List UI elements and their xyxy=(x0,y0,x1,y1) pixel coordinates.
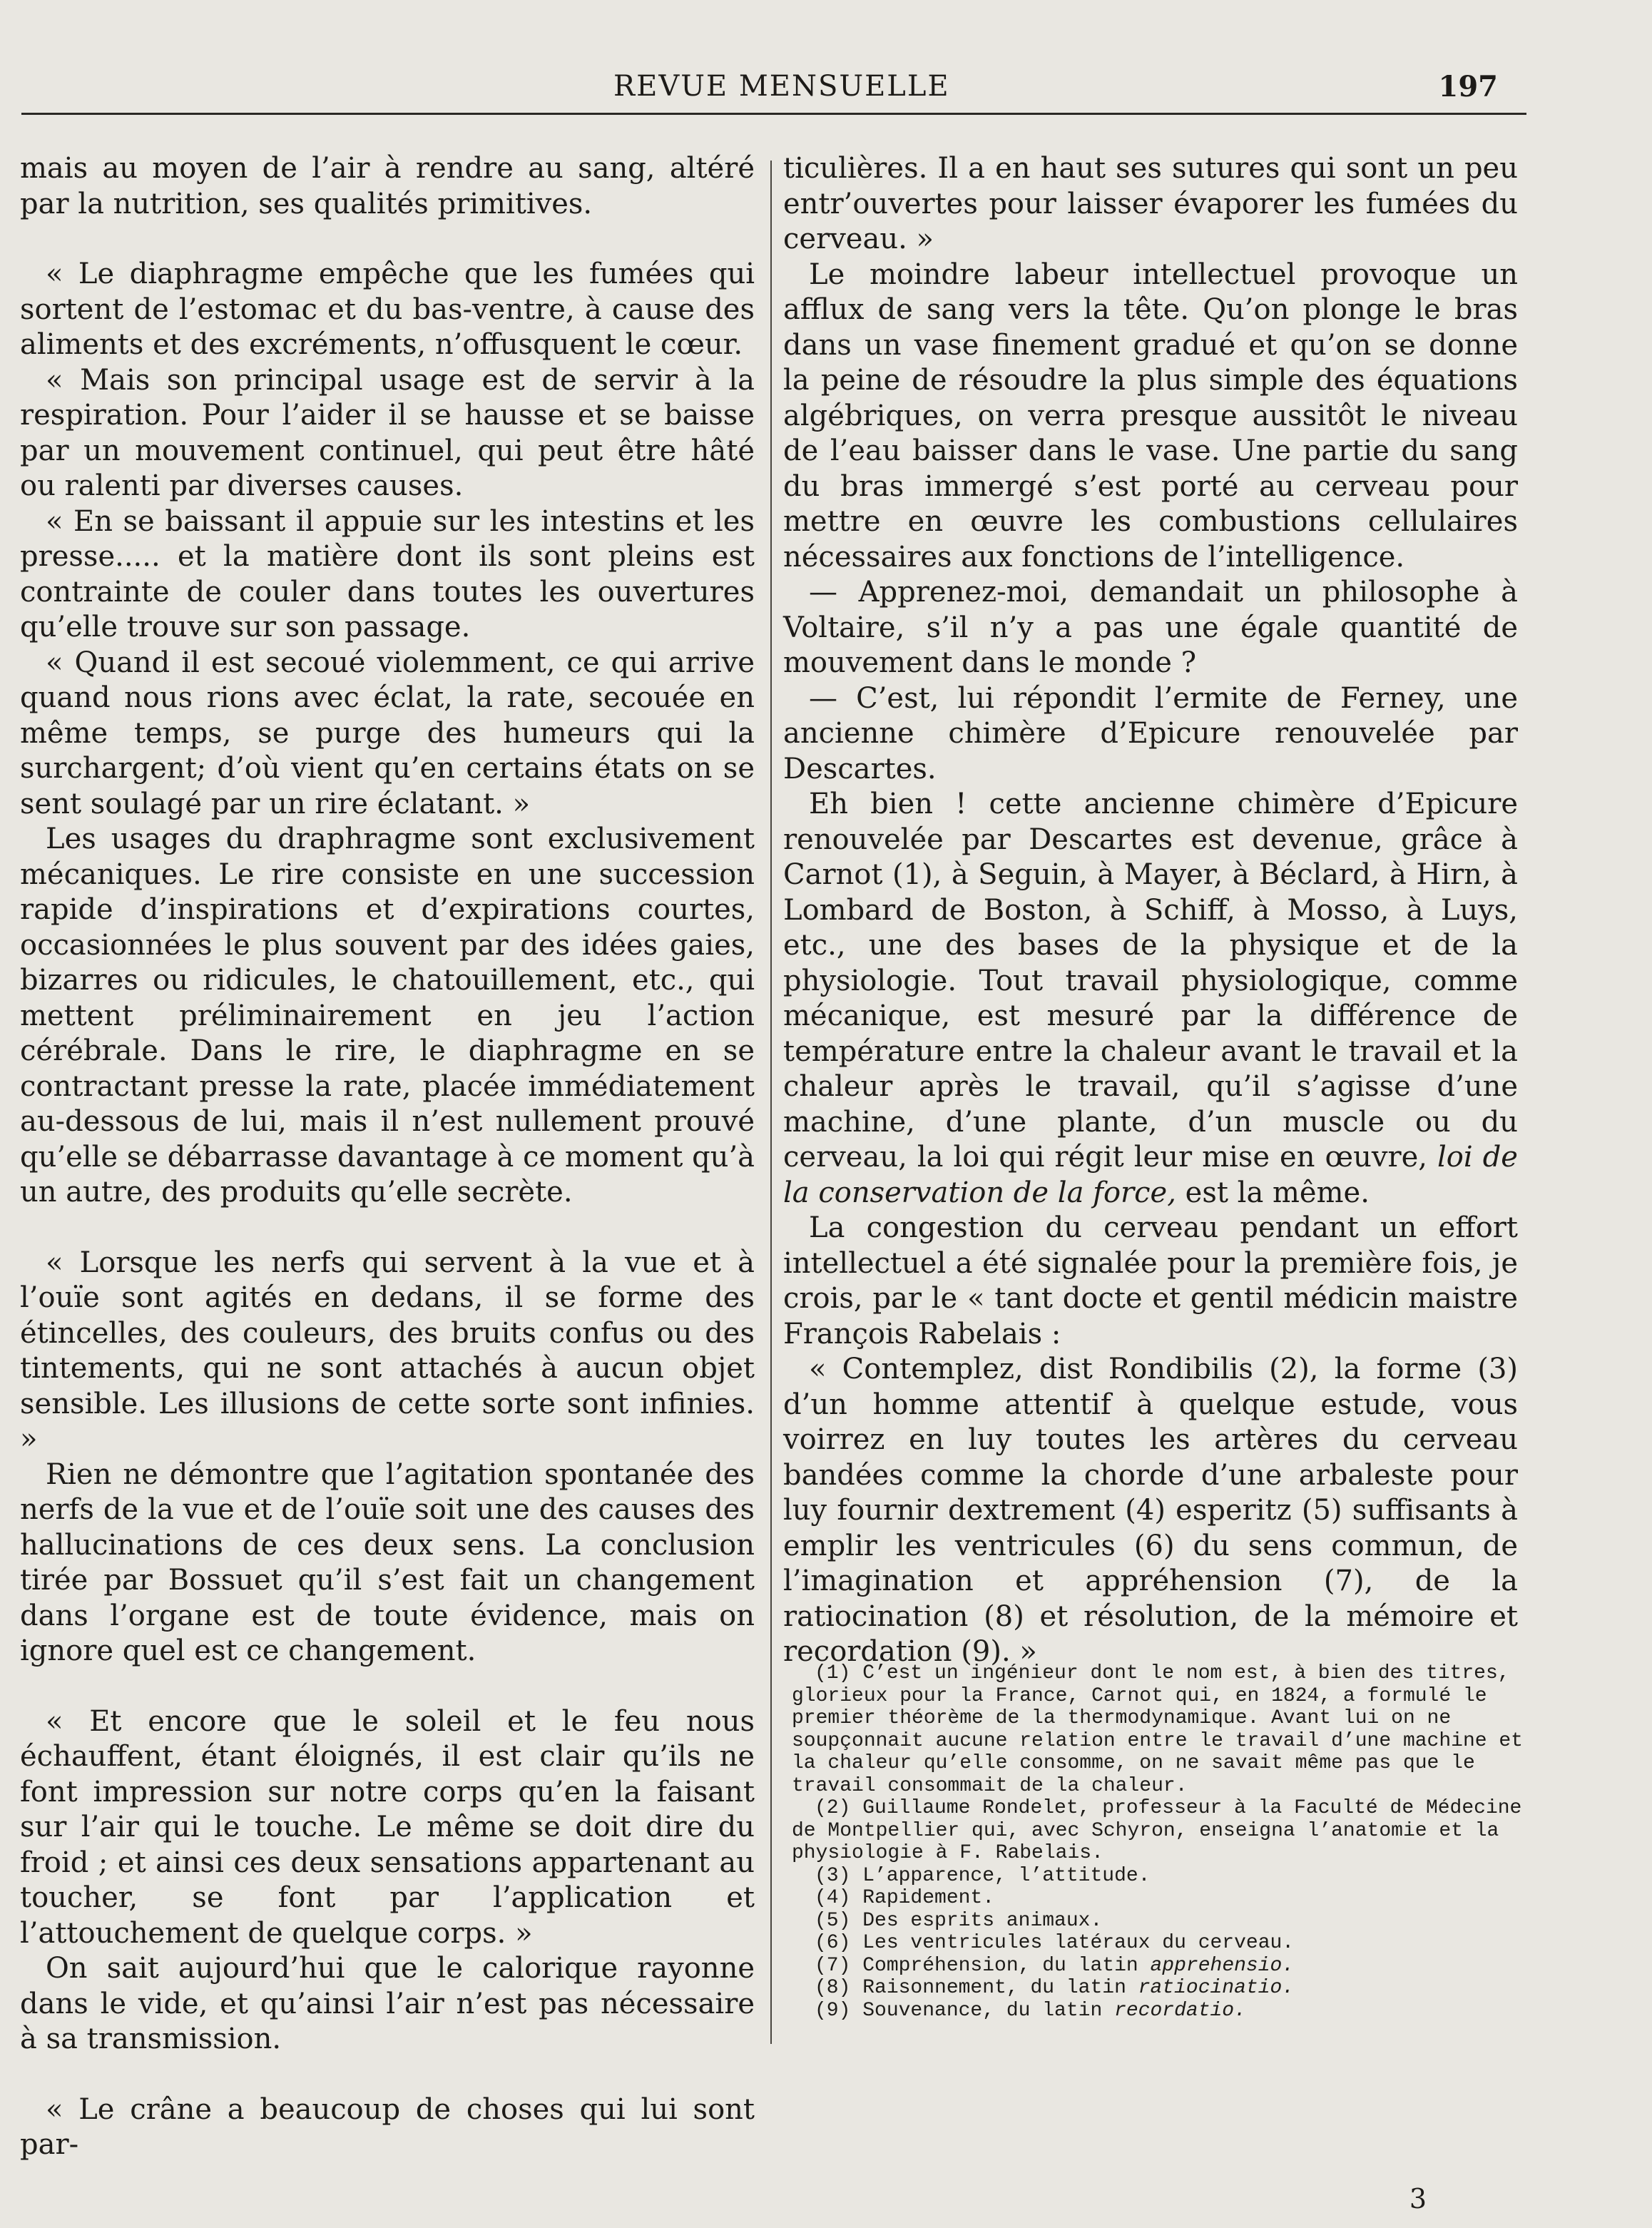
paragraph-text: « Le crâne a beaucoup de choses qui lui sont par- xyxy=(20,2092,755,2161)
right-paragraph xyxy=(783,151,1518,258)
footnotes xyxy=(792,1662,1526,2022)
paragraph-text: « Quand il est secoué violemment, ce qui arrive quand nous rions avec éclat, la rate, secouée en même temps, se purge des humeurs qui la surchargent; d’où vient qu’en certains états on se sent soulagé par un rire éclatant. » xyxy=(20,646,755,820)
left-paragraph xyxy=(20,2092,755,2163)
left-paragraph xyxy=(20,151,755,222)
footnote-text: (2) Guillaume Rondelet, professeur à la Faculté de Médecine de Montpellier qui, avec Schyron, enseigna l’anatomie et la physiologie à F. Rabelais. xyxy=(792,1797,1522,1864)
footnote-text: (6) Les ventricules latéraux du cerveau. xyxy=(815,1932,1295,1954)
footnote-text: (8) Raisonnement, du latin xyxy=(815,1977,1126,1999)
paragraph-text: « Contemplez, dist Rondibilis (2), la forme (3) d’un homme attentif à quelque estude, vous voirrez en luy toutes les artères du cerveau bandées comme la chorde d’une arbaleste pour luy fournir dextrement (4) esperitz (5) suffisants à emplir les ventricules (6) du sens commun, de l’imagination et appréhension (7), de la ratiocination (8) et résolution, de la mémoire et recordation (9). » xyxy=(783,1353,1518,1668)
right-paragraph xyxy=(783,681,1518,788)
left-paragraph xyxy=(20,1951,755,2057)
left-paragraph xyxy=(20,504,755,646)
footnote xyxy=(792,1865,1526,1888)
paragraph-text: « Le diaphragme empêche que les fumées qui sortent de l’estomac et du bas-ventre, à cause des aliments et des excréments, n’offusquent le cœur. xyxy=(20,258,755,361)
footnote-text: (1) C’est un ingénieur dont le nom est, à bien des titres, glorieux pour la France, Carnot qui, en 1824, a formulé le premier théorème de la thermodynamique. Avant lui on ne soupçonnait aucune relation entre le travail d’une machine et la chaleur qu’elle consomme, on ne savait même pas que le travail consommait de la chaleur. xyxy=(792,1662,1523,1797)
paragraph-text: Eh bien ! cette ancienne chimère d’Epicure renouvelée par Descartes est devenue, grâce à Carnot (1), à Seguin, à Mayer, à Béclard, à Hirn, à Lombard de Boston, à Schiff, à Mosso, à Luys, etc., une des bases de la physique et de la physiologie. Tout travail physiologique, comme mécanique, est mesuré par la différence de température entre la chaleur avant le travail et la chaleur après le travail, qu’il s’agisse d’une machine, d’une plante, d’un muscle ou du cerveau, la loi qui régit leur mise en œuvre, xyxy=(783,788,1518,1174)
paragraph-text: « Lorsque les nerfs qui servent à la vue et à l’ouïe sont agités en dedans, il se forme des étincelles, des couleurs, des bruits confus ou des tintements, qui ne sont attachés à aucun objet sensible. Les illusions de cette sorte sont infinies. » xyxy=(20,1246,755,1455)
left-paragraph xyxy=(20,646,755,823)
left-paragraph xyxy=(20,1458,755,1669)
footnote xyxy=(792,1977,1526,2000)
paragraph-text: — Apprenez-moi, demandait un philosophe à Voltaire, s’il n’y a pas une égale quantité de mouvement dans le monde ? xyxy=(783,576,1518,679)
paragraph-text: Rien ne démontre que l’agitation spontanée des nerfs de la vue et de l’ouïe soit une des causes des hallucinations de ces deux sens. La conclusion tirée par Bossuet qu’il s’est fait un changement dans l’organe est de toute évidence, mais on ignore quel est ce changement. xyxy=(20,1458,755,1667)
paragraph-text: — C’est, lui répondit l’ermite de Ferney, une ancienne chimère d’Epicure renouvelée par Descartes. xyxy=(783,681,1518,785)
footnote-italic: recordatio. xyxy=(1114,1999,1246,2022)
footnote xyxy=(792,1910,1526,1933)
paragraph-text: Le moindre labeur intellectuel provoque un afflux de sang vers la tête. Qu’on plonge le bras dans un vase finement gradué et qu’on se donne la peine de résoudre la plus simple des équations algébriques, on verra presque aussitôt le niveau de l’eau baisser dans le vase. Une partie du sang du bras immergé s’est porté au cerveau pour mettre en œuvre les combustions cellulaires nécessaires aux fonctions de l’intelligence. xyxy=(783,258,1518,574)
paragraph-text: On sait aujourd’hui que le calorique rayonne dans le vide, et qu’ainsi l’air n’est pas nécessaire à sa transmission. xyxy=(20,1952,755,2055)
footnote xyxy=(792,1662,1526,1797)
footnote xyxy=(792,1797,1526,1865)
signature-mark: 3 xyxy=(1409,2183,1427,2214)
paragraph-text: ticulières. Il a en haut ses sutures qui sont un peu entr’ouvertes pour laisser évaporer les fumées du cerveau. » xyxy=(783,152,1518,255)
paragraph-text: « Et encore que le soleil et le feu nous échauffent, étant éloignés, il est clair qu’ils ne font impression sur notre corps qu’en la faisant sur l’air qui le touche. Le même se doit dire du froid ; et ainsi ces deux sensations appartenant au toucher, se font par l’application et l’attouchement de quelque corps. » xyxy=(20,1704,755,1950)
paragraph-text: « En se baissant il appuie sur les intestins et les presse..... et la matière dont ils sont pleins est contrainte de couler dans toutes les ouvertures qu’elle trouve sur son passage. xyxy=(20,504,755,644)
footnote-italic: ratiocinatio. xyxy=(1138,1977,1295,1999)
left-paragraph xyxy=(20,1704,755,1952)
footnote-italic: apprehensio. xyxy=(1150,1954,1295,1977)
column-divider xyxy=(770,161,772,2044)
footnote-text: (7) Compréhension, du latin xyxy=(815,1954,1138,1977)
left-column xyxy=(20,151,755,2163)
paragraph-tail: est la même. xyxy=(1185,1176,1370,1209)
right-paragraph xyxy=(783,1352,1518,1670)
running-title: REVUE MENSUELLE xyxy=(613,70,950,103)
paragraph-text: « Mais son principal usage est de servir à la respiration. Pour l’aider il se hausse et se baisse par un mouvement continuel, qui peut être hâté ou ralenti par diverses causes. xyxy=(20,363,755,502)
left-paragraph xyxy=(20,257,755,363)
right-paragraph xyxy=(783,787,1518,1211)
left-paragraph xyxy=(20,822,755,1211)
paragraph-text: La congestion du cerveau pendant un effort intellectuel a été signalée pour la première fois, je crois, par le « tant docte et gentil médicin maistre François Rabelais : xyxy=(783,1211,1518,1350)
right-paragraph xyxy=(783,258,1518,576)
footnote-text: (4) Rapidement. xyxy=(815,1887,995,1909)
paragraph-text: Les usages du draphragme sont exclusivement mécaniques. Le rire consiste en une succession rapide d’inspirations et d’expirations courtes, occasionnées le plus souvent par des idées gaies, bizarres ou ridicules, le chatouillement, etc., qui mettent préliminairement en jeu l’action cérébrale. Dans le rire, le diaphragme en se contractant presse la rate, placée immédiatement au-dessous de lui, mais il n’est nullement prouvé qu’elle se débarrasse davantage à ce moment qu’à un autre, des produits qu’elle secrète. xyxy=(20,823,755,1209)
right-column xyxy=(783,151,1518,1670)
footnote xyxy=(792,2000,1526,2023)
page-number: 197 xyxy=(1438,70,1498,103)
paragraph-text: mais au moyen de l’air à rendre au sang, altéré par la nutrition, ses qualités primitives. xyxy=(20,152,755,220)
footnote xyxy=(792,1955,1526,1978)
right-paragraph xyxy=(783,1211,1518,1352)
left-paragraph xyxy=(20,1246,755,1458)
italic-phrase: loi de la conservation de la force, xyxy=(783,1141,1518,1209)
footnote-text: (5) Des esprits animaux. xyxy=(815,1909,1103,1932)
left-paragraph xyxy=(20,363,755,504)
footnote xyxy=(792,1932,1526,1955)
footnote-text: (3) L’apparence, l’attitude. xyxy=(815,1864,1151,1887)
footnote xyxy=(792,1887,1526,1910)
page-header xyxy=(21,70,1526,115)
right-paragraph xyxy=(783,575,1518,681)
footnote-text: (9) Souvenance, du latin xyxy=(815,1999,1103,2022)
